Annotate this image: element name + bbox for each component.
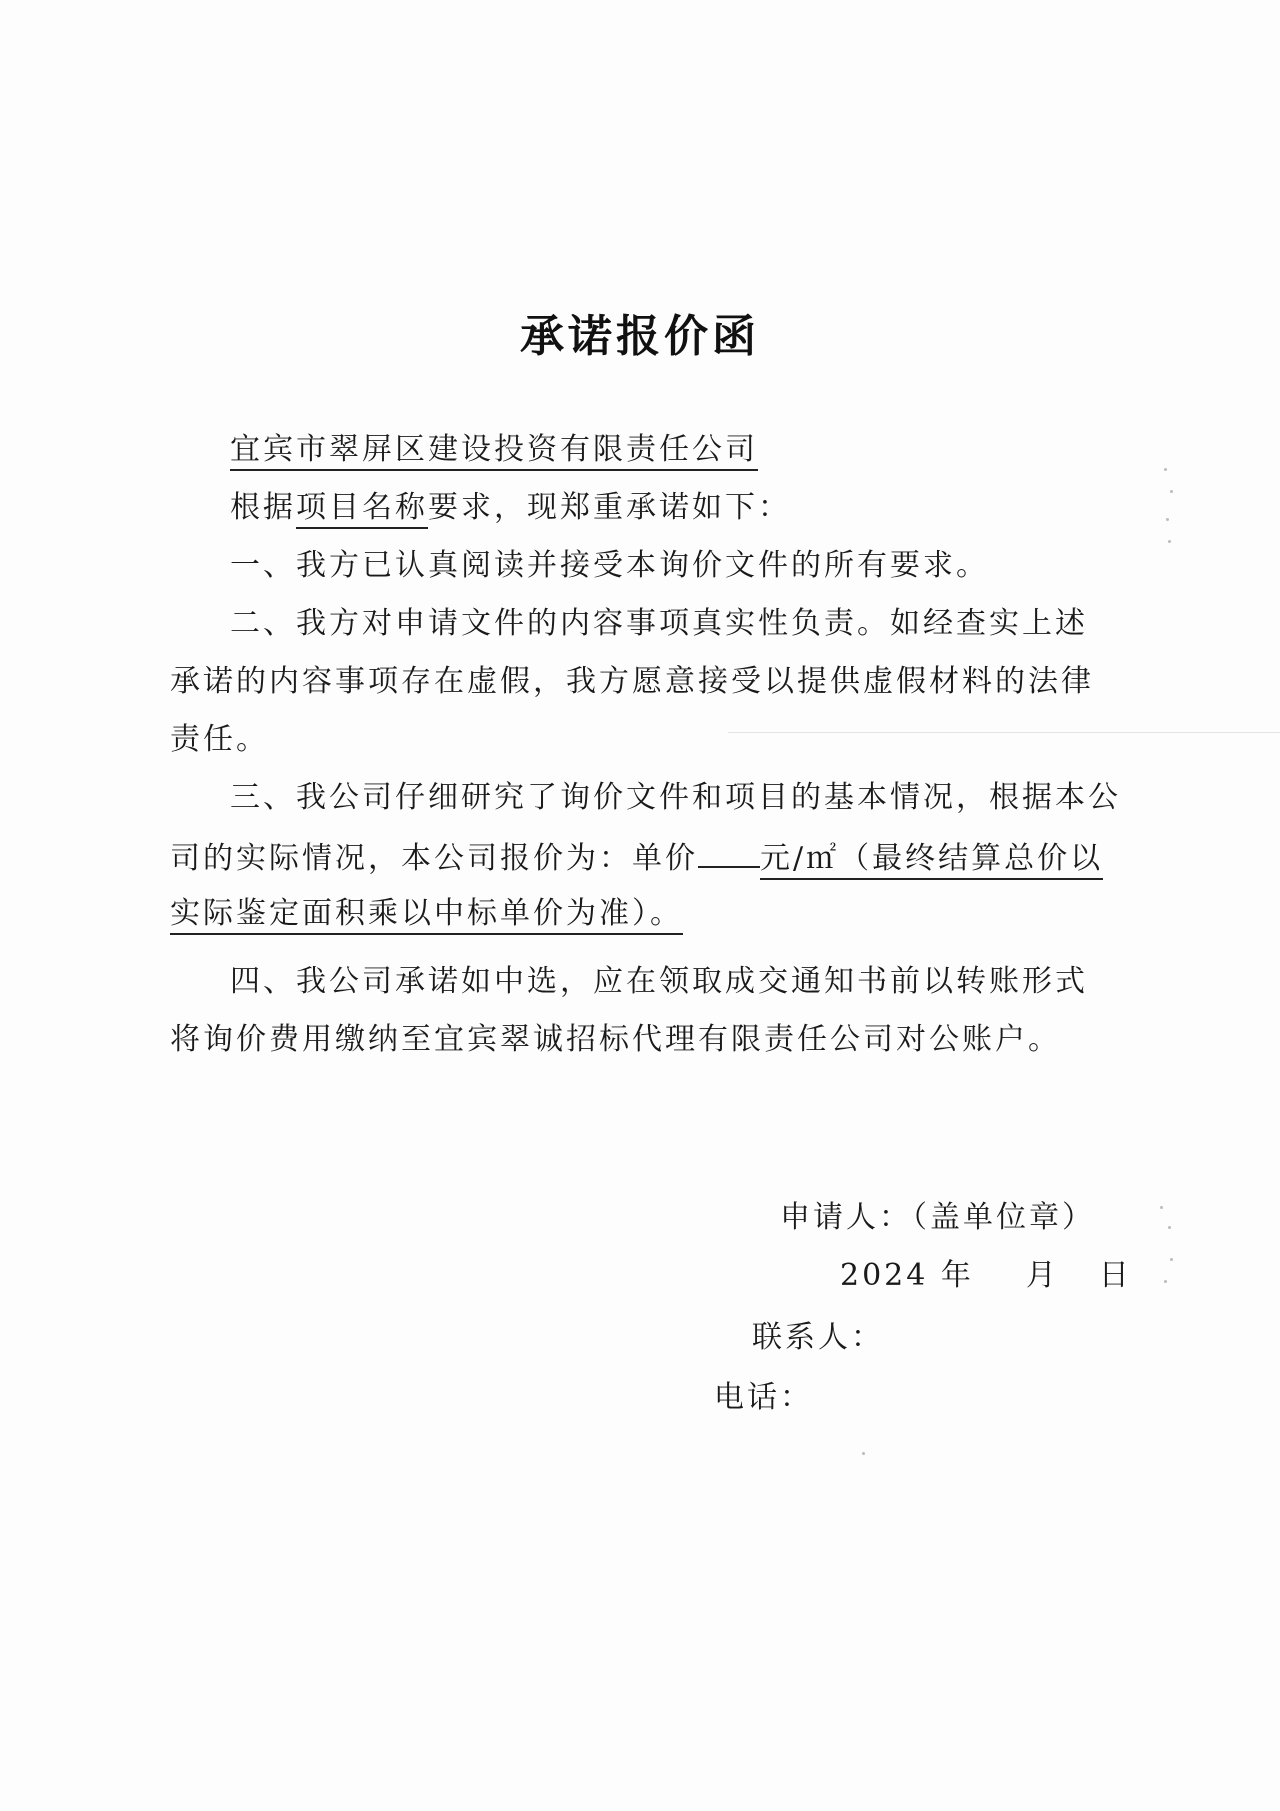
scan-speck	[1160, 1206, 1163, 1209]
scan-speck	[1168, 540, 1171, 543]
scan-speck	[1164, 1280, 1167, 1283]
scan-speck	[1170, 490, 1173, 493]
scan-speck	[1166, 518, 1169, 521]
price-label: 司的实际情况，本公司报价为：单价	[170, 841, 698, 876]
scan-speck	[1164, 468, 1167, 471]
recipient: 宜宾市翠屏区建设投资有限责任公司	[230, 432, 758, 471]
clause-4-line-1: 四、我公司承诺如中选，应在领取成交通知书前以转账形式	[230, 964, 1088, 999]
clause-2-line-3: 责任。	[170, 722, 269, 757]
clause-3-line-3	[170, 894, 683, 934]
clause-2-line-2: 承诺的内容事项存在虚假，我方愿意接受以提供虚假材料的法律	[170, 664, 1094, 699]
price-basis-note: 实际鉴定面积乘以中标单价为准）。	[170, 896, 683, 935]
project-name-placeholder: 项目名称	[296, 490, 428, 529]
intro-prefix: 根据	[230, 490, 296, 525]
date-year: 2024 年	[840, 1258, 974, 1293]
price-unit-note: 元/㎡（最终结算总价以	[760, 841, 1103, 880]
scan-speck	[1168, 1226, 1171, 1229]
recipient-line	[230, 430, 758, 470]
date-day: 日	[1098, 1258, 1132, 1293]
clause-2-line-1: 二、我方对申请文件的内容事项真实性负责。如经查实上述	[230, 606, 1088, 641]
clause-3-line-2	[170, 836, 1103, 879]
date-line	[840, 1256, 1132, 1296]
document-title: 承诺报价函	[520, 311, 760, 362]
scan-speck	[862, 1452, 865, 1455]
intro-suffix: 要求，现郑重承诺如下：	[428, 490, 791, 525]
intro-line	[230, 488, 791, 528]
scan-speck	[1170, 1258, 1173, 1261]
date-month: 月	[1025, 1258, 1059, 1293]
unit-price-blank	[698, 836, 760, 868]
contact-label: 联系人：	[752, 1320, 884, 1355]
clause-1: 一、我方已认真阅读并接受本询价文件的所有要求。	[230, 548, 989, 583]
applicant-seal-label: 申请人：（盖单位章）	[780, 1200, 1095, 1235]
clause-3-line-1: 三、我公司仔细研究了询价文件和项目的基本情况，根据本公	[230, 780, 1121, 815]
phone-label: 电话：	[714, 1380, 813, 1415]
scan-artifact-line	[728, 732, 1280, 733]
clause-4-line-2: 将询价费用缴纳至宜宾翠诚招标代理有限责任公司对公账户。	[170, 1022, 1061, 1057]
